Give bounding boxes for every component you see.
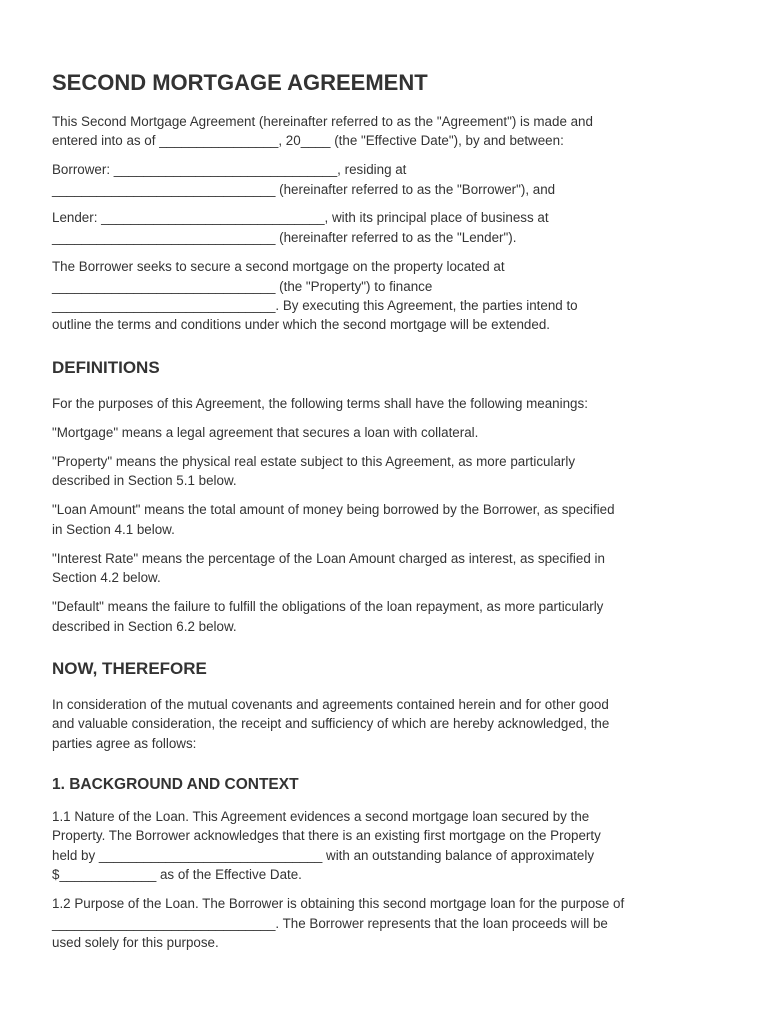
section-1-1-line: Property. The Borrower acknowledges that there is an existing first mortgage on the Property (52, 828, 601, 843)
section-1-2-line: ______________________________. The Borrower represents that the loan proceeds will be (52, 916, 608, 931)
section-1-1-line: $_____________ as of the Effective Date. (52, 867, 302, 882)
definition-default: described in Section 6.2 below. (52, 619, 237, 634)
purpose-line: The Borrower seeks to secure a second mortgage on the property located at (52, 259, 505, 274)
lender-line: ______________________________ (hereinafter referred to as the "Lender"). (52, 230, 517, 245)
definitions-intro: For the purposes of this Agreement, the following terms shall have the following meanings: (52, 396, 588, 411)
borrower-line: ______________________________ (hereinafter referred to as the "Borrower"), and (52, 182, 556, 197)
definition-loan-amount: "Loan Amount" means the total amount of money being borrowed by the Borrower, as specified (52, 502, 615, 517)
consideration-line: and valuable consideration, the receipt and sufficiency of which are hereby acknowledged, the (52, 716, 610, 731)
purpose-line: ______________________________ (the "Property") to finance (52, 279, 433, 294)
section-1-2-line: used solely for this purpose. (52, 935, 219, 950)
definition-default: "Default" means the failure to fulfill the obligations of the loan repayment, as more particularly (52, 599, 604, 614)
section-1-1-line: 1.1 Nature of the Loan. This Agreement evidences a second mortgage loan secured by the (52, 809, 590, 824)
definition-interest-rate: Section 4.2 below. (52, 570, 161, 585)
consideration-line: parties agree as follows: (52, 736, 197, 751)
lender-line: Lender: ______________________________, with its principal place of business at (52, 210, 549, 225)
definition-interest-rate: "Interest Rate" means the percentage of the Loan Amount charged as interest, as specified in (52, 551, 605, 566)
section-1-heading: 1. BACKGROUND AND CONTEXT (52, 776, 299, 793)
consideration-line: In consideration of the mutual covenants and agreements contained herein and for other good (52, 697, 609, 712)
intro-line: This Second Mortgage Agreement (hereinafter referred to as the "Agreement") is made and (52, 114, 593, 129)
purpose-line: outline the terms and conditions under which the second mortgage will be extended. (52, 317, 550, 332)
section-1-2-line: 1.2 Purpose of the Loan. The Borrower is obtaining this second mortgage loan for the purpose of (52, 896, 625, 911)
document-title: SECOND MORTGAGE AGREEMENT (52, 70, 428, 95)
purpose-line: ______________________________. By executing this Agreement, the parties intend to (52, 298, 578, 313)
section-1-1-line: held by ______________________________ with an outstanding balance of approximately (52, 848, 595, 863)
borrower-line: Borrower: ______________________________, residing at (52, 162, 407, 177)
intro-line: entered into as of ________________, 20____ (the "Effective Date"), by and between: (52, 133, 564, 148)
now-therefore-heading: NOW, THEREFORE (52, 659, 207, 678)
definitions-heading: DEFINITIONS (52, 358, 160, 377)
definition-mortgage: "Mortgage" means a legal agreement that secures a loan with collateral. (52, 425, 479, 440)
definition-property: described in Section 5.1 below. (52, 473, 237, 488)
definition-loan-amount: in Section 4.1 below. (52, 522, 175, 537)
definition-property: "Property" means the physical real estate subject to this Agreement, as more particularly (52, 454, 576, 469)
